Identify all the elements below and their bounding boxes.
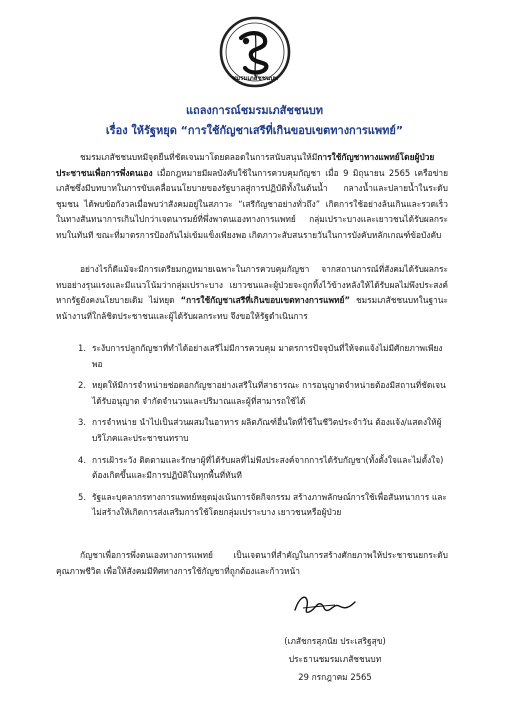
subject-prefix: เรื่อง ให้รัฐหยุด xyxy=(105,124,181,137)
list-item-number: 5. xyxy=(78,491,86,502)
paragraph-3: กัญชาเพื่อการพึ่งตนเองทางการแพทย์ เป็นเจตนาที่สำคัญในการสร้างศักยภาพให้ประชาชนยกระดับคุณภาพชีวิต เพื่อให้สังคมมีทิศทางการใช้กัญชาที่ถูกต้องและก้าวหน้า xyxy=(56,550,448,576)
paragraph-1-text-a: ชมรมเภสัชชนบทมีจุดยืนที่ชัดเจนมาโดยตลอดในการสนับสนุนให้มี xyxy=(80,152,318,162)
subject-quote: “การใช้กัญชาเสรีที่เกินขอบเขตทางการแพทย์” xyxy=(180,124,404,137)
list-item-number: 1. xyxy=(78,343,86,353)
paragraph-1-text-b: เมื่อกฎหมายมีผลบังคับใช้ในการควบคุมกัญชา เมื่อ 9 มิถุนายน 2565 เครือข่ายเภสัชซึ่งมีบทบาทในการขับเคลื่อนนโยบายของรัฐบาลสู่การปฏิบัติทั้งในต้นน้ำ กลางน้ำและปลายน้ำในระดับชุมชน ได้พบข้อกังวลเมื่อพบว่าสังคมอยู่ในสภาวะ “เสรีกัญชาอย่างทั่วถึง” เกิดการใช้อย่างล้นเกินและรวดเร็วในทางสันทนาการเกินไปกว่าเจตนารมย์ที่พึ่งพาตนเองทางการแพทย์ กลุ่มเปราะบางและเยาวชนได้รับผลกระทบในทันที ขณะที่มาตรการป้องกันไม่เข้มแข็งเพียงพอ เกิดภาวะสับสนรายวันในการบังคับหลักเกณฑ์ข้อบังคับ xyxy=(56,167,448,240)
paragraph-1 xyxy=(56,150,448,244)
signer-name: (เภสัชกรสุภนัย ประเสริฐสุข) xyxy=(284,636,386,646)
demands-list xyxy=(56,341,448,527)
statement-title: แถลงการณ์ชมรมเภสัชชนบท xyxy=(185,104,324,117)
list-item-text: การเฝ้าระวัง ติดตามและรักษาผู้ที่ได้รับผลที่ไม่พึงประสงค์จากการได้รับกัญชา(ทั้งตั้งใจและไม่ตั้งใจ) ต้องเกิดขึ้นและมีการปฏิบัติในทุกพื้นที่ทันที xyxy=(92,454,444,481)
paragraph-2 xyxy=(56,262,448,324)
list-item-number: 3. xyxy=(78,417,86,428)
rural-pharmacist-club-logo xyxy=(219,16,291,88)
list-item-number: 4. xyxy=(78,454,86,465)
list-item-text: การจำหน่าย นำไปเป็นส่วนผสมในอาหาร ผลิตภัณฑ์อื่นใดที่ใช้ในชีวิตประจำวัน ต้องแจ้ง/แสดงให้ผู้บริโภคและประชาชนทราบ xyxy=(92,417,442,443)
list-item xyxy=(56,490,448,521)
list-item xyxy=(56,378,448,409)
list-item-text: ระงับการปลูกกัญชาที่ทำได้อย่างเสรีไม่มีการควบคุม มาตรการปัจจุบันที่ให้จดแจ้งไม่มีศักยภาพเพียงพอ xyxy=(92,343,443,369)
statement-subject xyxy=(0,124,509,138)
list-item xyxy=(56,415,448,446)
statement-date: 29 กรกฎาคม 2565 xyxy=(298,672,372,682)
list-item xyxy=(56,341,448,372)
list-item-text: หยุดให้มีการจำหน่ายช่อดอกกัญชาอย่างเสรีในที่สาธารณะ การอนุญาตจำหน่ายต้องมีสถานที่ชัดเจน ได้รับอนุญาต จำกัดจำนวนและปริมาณและผู้ที่สามารถใช้ได้ xyxy=(92,380,446,406)
paragraph-2-text-b: ชมรมเภสัชชนบทในฐานะหน้างานที่ใกล้ชิดประชาชนและผู้ได้รับผลกระทบ จึงขอให้รัฐดำเนินการ xyxy=(56,295,448,321)
list-item-number: 2. xyxy=(78,380,86,391)
paragraph-2-text-a: อย่างไรก็ดีแม้จะมีการเตรียมกฎหมายเฉพาะในการควบคุมกัญชา จากสถานการณ์ที่สังคมได้รับผลกระทบอย่างรุนแรงและมีแนวโน้มว่ากลุ่มเปราะบาง เยาวชนและผู้ป่วยจะถูกทิ้งไว้ข้างหลังให้ได้รับผลไม่พึงประสงค์หากรัฐยังคงนโยบายเดิม ไม่หยุด xyxy=(56,264,448,306)
paragraph-1-bold: การใช้กัญชาทางแพทย์โดยผู้ป่วยประชาชนเพื่อการพึ่งตนเอง xyxy=(56,152,435,178)
list-item xyxy=(56,453,448,484)
list-item-text: รัฐและบุคลากรทางการแพทย์หยุดมุ่งเน้นการจัดกิจกรรม สร้างภาพลักษณ์การใช้เพื่อสันทนาการ และไม่สร้างให้เกิดการส่งเสริมการใช้โดยกลุ่มเปราะบาง เยาวชนหรือผู้ป่วย xyxy=(92,491,447,518)
handwritten-signature xyxy=(289,588,361,620)
logo-text: ชมรมเภสัชชนบท xyxy=(231,75,279,82)
signer-position: ประธานชมรมเภสัชชนบท xyxy=(288,654,382,664)
paragraph-2-bold: “การใช้กัญชาเสรีที่เกินขอบเขตทางการแพทย์” xyxy=(180,295,350,306)
